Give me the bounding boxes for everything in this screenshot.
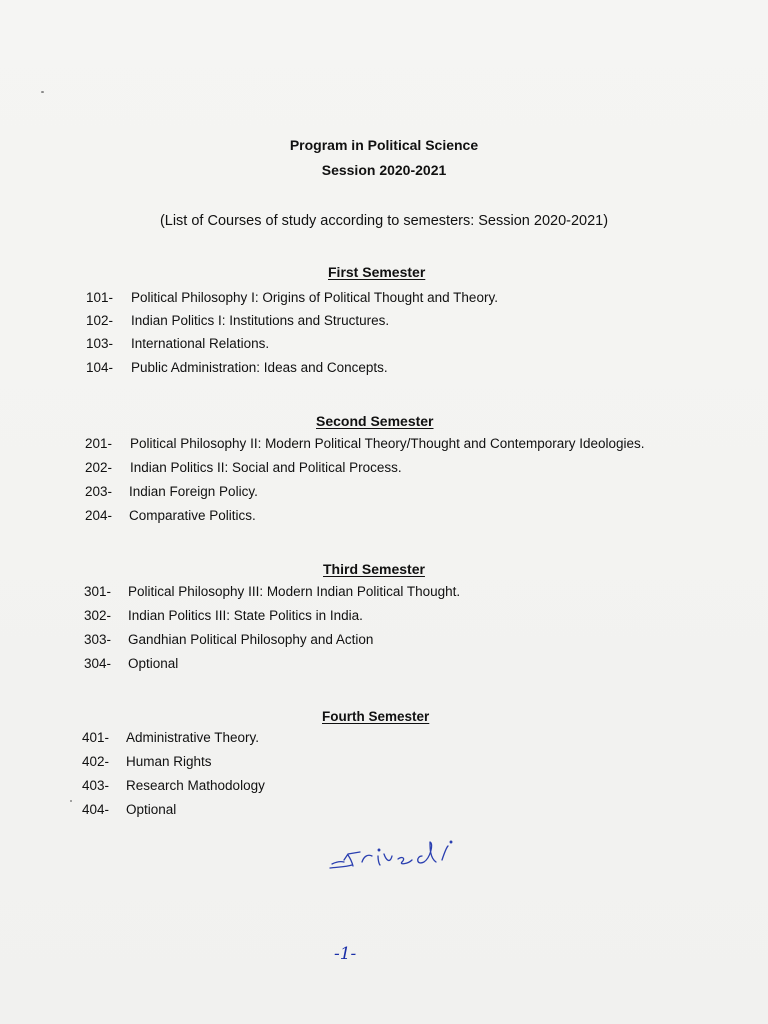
course-item [85, 508, 645, 526]
course-item [84, 608, 644, 626]
course-code: 402- [82, 754, 110, 769]
course-name: Optional [128, 656, 179, 671]
scan-speck [41, 91, 44, 93]
course-name: Administrative Theory. [126, 730, 260, 745]
course-item [85, 484, 645, 502]
document-title: Program in Political Science [289, 137, 479, 153]
course-code: 101- [86, 290, 114, 305]
course-name: Indian Politics I: Institutions and Structures. [131, 313, 390, 328]
course-code: 403- [82, 778, 110, 793]
course-code: 204- [85, 508, 113, 523]
course-item [85, 460, 645, 478]
course-item [84, 656, 644, 674]
course-item [85, 436, 685, 454]
course-item [84, 584, 644, 602]
semester-heading-second: Second Semester [316, 413, 434, 429]
course-code: 404- [82, 802, 110, 817]
course-item [82, 754, 642, 772]
course-code: 302- [84, 608, 112, 623]
course-code: 102- [86, 313, 114, 328]
course-name: Human Rights [126, 754, 212, 769]
course-code: 104- [86, 360, 114, 375]
list-note: (List of Courses of study according to semesters: Session 2020-2021) [159, 213, 609, 229]
handwritten-signature [326, 834, 476, 874]
course-name: Political Philosophy III: Modern Indian Political Thought. [128, 584, 461, 599]
course-name: Indian Foreign Policy. [129, 484, 258, 499]
course-item [82, 730, 642, 748]
session-title: Session 2020-2021 [321, 162, 447, 178]
course-code: 203- [85, 484, 113, 499]
course-code: 401- [82, 730, 110, 745]
course-item [82, 802, 642, 820]
course-name: Public Administration: Ideas and Concepts. [131, 360, 388, 375]
course-code: 301- [84, 584, 112, 599]
course-name: Gandhian Political Philosophy and Action [128, 632, 374, 647]
course-code: 303- [84, 632, 112, 647]
course-name: Optional [126, 802, 177, 817]
course-name: International Relations. [131, 336, 270, 351]
course-name: Comparative Politics. [129, 508, 256, 523]
course-code: 103- [86, 336, 114, 351]
course-code: 201- [85, 436, 113, 451]
course-item [86, 313, 646, 331]
course-item [84, 632, 644, 650]
semester-heading-third: Third Semester [323, 561, 425, 577]
course-item [86, 360, 646, 378]
semester-heading-first: First Semester [328, 264, 426, 280]
course-item [82, 778, 642, 796]
course-code: 202- [85, 460, 113, 475]
page-number: -1- [334, 944, 357, 964]
course-code: 304- [84, 656, 112, 671]
course-name: Political Philosophy II: Modern Political Theory/Thought and Contemporary Ideologies. [130, 436, 645, 451]
course-name: Indian Politics III: State Politics in India. [128, 608, 363, 623]
course-name: Political Philosophy I: Origins of Political Thought and Theory. [131, 290, 498, 305]
course-name: Research Mathodology [126, 778, 265, 793]
course-item [86, 336, 646, 354]
course-name: Indian Politics II: Social and Political Process. [130, 460, 402, 475]
course-item [86, 290, 646, 308]
semester-heading-fourth: Fourth Semester [322, 709, 430, 724]
scan-speck [70, 800, 72, 802]
